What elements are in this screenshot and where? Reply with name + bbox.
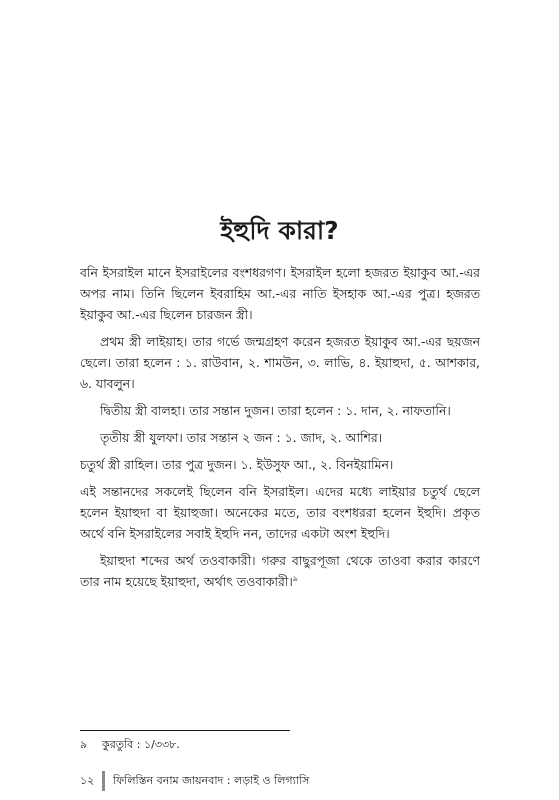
paragraph: দ্বিতীয় স্ত্রী বালহা। তার সন্তান দুজন। তারা হলেন : ১. দান, ২. নাফতানি। <box>100 403 451 418</box>
body-text <box>80 262 480 598</box>
footnote-text: কুরতুবি : ১/৩৩৮. <box>102 738 180 751</box>
footnote-number: ৯ <box>80 738 88 751</box>
paragraph: চতুর্থ স্ত্রী রাহিল। তার পুত্র দুজন। ১. ইউসুফ আ., ২. বিনইয়ামিন। <box>80 457 394 472</box>
page-footer <box>80 771 500 791</box>
paragraph-last <box>80 550 480 592</box>
paragraph: বনি ইসরাইল মানে ইসরাইলের বংশধরগণ। ইসরাইল হলো হজরত ইয়াকুব আ.-এর অপর নাম। তিনি ছিলেন ইবরাহিম আ.-এর নাতি ইসহাক আ.-এর পুত্র। হজরত ইয়াকুব আ.-এর ছিলেন চারজন স্ত্রী। <box>80 265 480 322</box>
footnote <box>80 737 480 753</box>
paragraph: প্রথম স্ত্রী লাইয়াহ। তার গর্ভে জন্মগ্রহণ করেন হজরত ইয়াকুব আ.-এর ছয়জন ছেলে। তারা হলেন : ১. রাউবান, ২. শামউন, ৩. লাভি, ৪. ইয়াহুদা, ৫. আশকার, ৬. যাবলুন। <box>80 334 480 391</box>
paragraph-text: ইয়াহুদা শব্দের অর্থ তওবাকারী। গরুর বাছুরপূজা থেকে তাওবা করার কারণে তার নাম হয়েছে ইয়াহুদা, অর্থাৎ তওবাকারী। <box>80 553 480 589</box>
paragraph: এই সন্তানদের সকলেই ছিলেন বনি ইসরাইল। এদের মধ্যে লাইয়ার চতুর্থ ছেলে হলেন ইয়াহুদা বা ইয়াহুজা। অনেকের মতে, তার বংশধররা হলেন ইহুদি। প্রকৃত অর্থে বনি ইসরাইলের সবাই ইহুদি নন, তাদের একটা অংশ ইহুদি। <box>80 484 480 541</box>
book-title: ফিলিস্তিন বনাম জায়নবাদ : লড়াই ও লিগ্যাসি <box>113 774 310 787</box>
footnote-divider <box>80 730 290 731</box>
page-number: ১২ <box>80 774 95 787</box>
footer-separator <box>102 771 105 791</box>
paragraph: তৃতীয় স্ত্রী যুলফা। তার সন্তান ২ জন : ১. জাদ, ২. আশির। <box>100 430 383 445</box>
footnote-marker[interactable]: ৯ <box>292 573 298 583</box>
page-title: ইহুদি কারা? <box>220 216 339 245</box>
